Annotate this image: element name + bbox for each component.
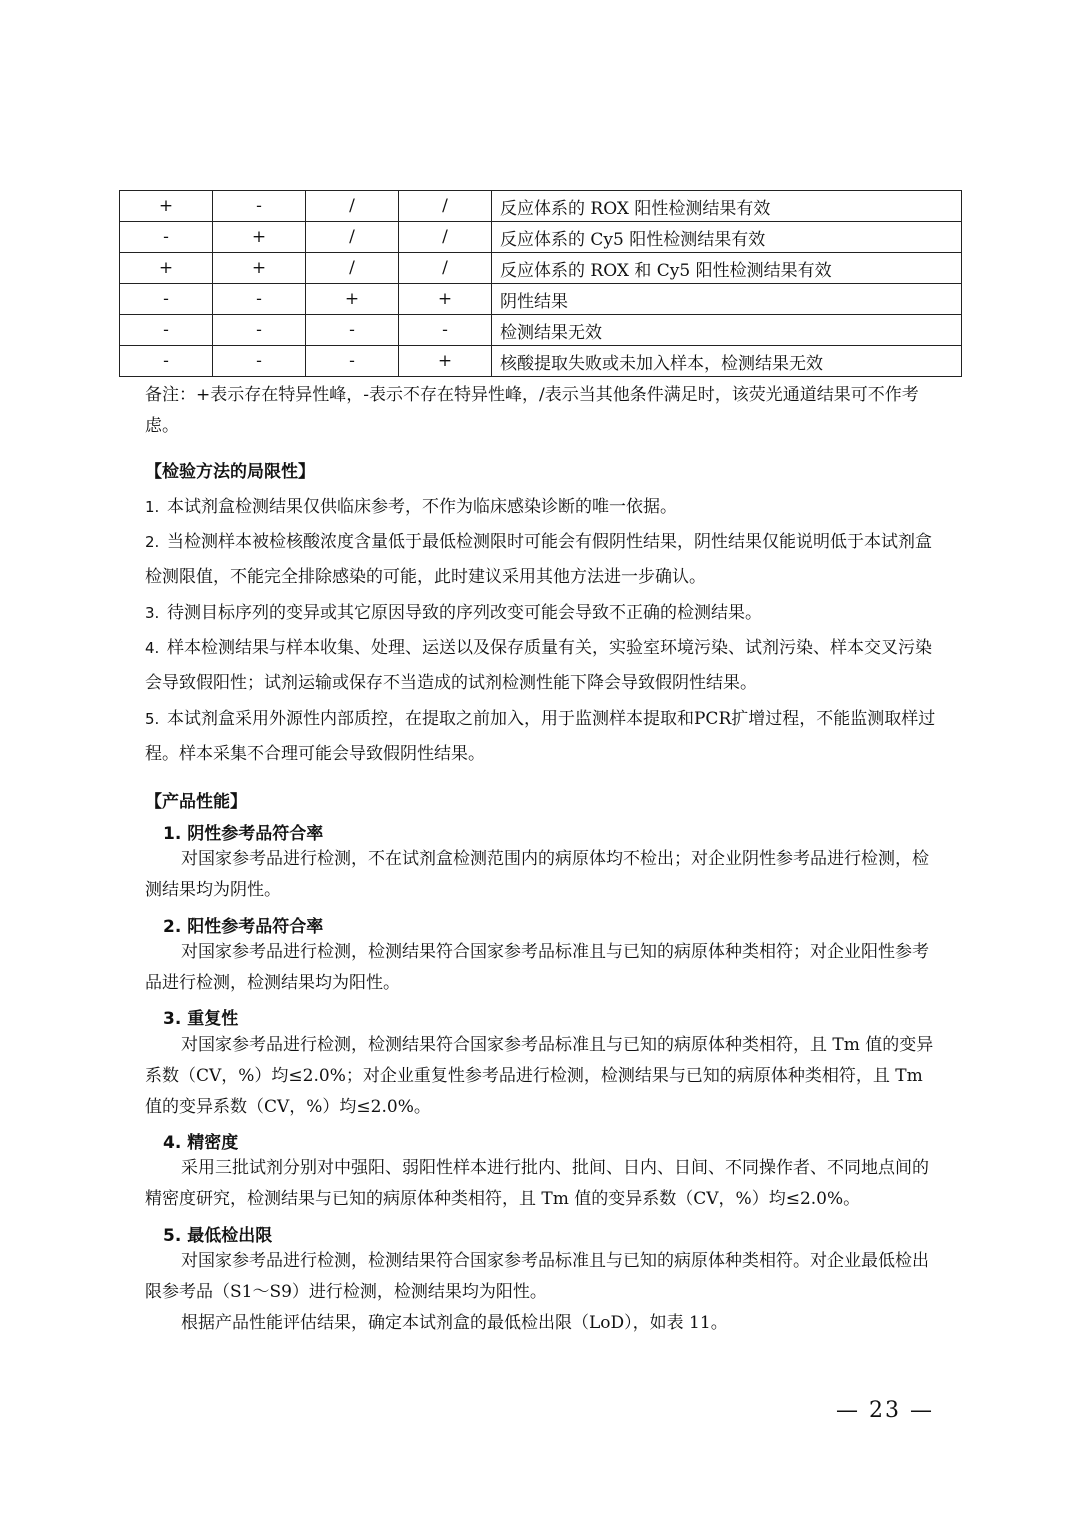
page-number: — 23 — [836, 1398, 934, 1423]
section-paragraph: 对国家参考品进行检测，检测结果符合国家参考品标准且与已知的病原体种类相符，且 Tm 值的变异系数（CV，%）均≤2.0%；对企业重复性参考品进行检测，检测结果与已知的病原体种类相符，且 Tm 值的变异系数（CV，%）均≤2.0%。 [145, 1035, 934, 1117]
table-cell: + [213, 253, 306, 284]
item-text: 当检测样本被检核酸浓度含量低于最低检测限时可能会有假阴性结果，阴性结果仅能说明低于本试剂盒检测限值，不能完全排除感染的可能，此时建议采用其他方法进一步确认。 [145, 532, 932, 587]
table-cell-result: 反应体系的 ROX 阳性检测结果有效 [492, 191, 962, 222]
limitations-heading: 【检验方法的局限性】 [145, 462, 315, 482]
table-cell-result: 反应体系的 Cy5 阳性检测结果有效 [492, 222, 962, 253]
table-cell: / [399, 253, 492, 284]
limitation-item [145, 525, 940, 595]
item-text: 本试剂盒采用外源性内部质控，在提取之前加入，用于监测样本提取和PCR扩增过程，不能监测取样过程。样本采集不合理可能会导致假阴性结果。 [145, 709, 936, 764]
section-paragraph: 采用三批试剂分别对中强阳、弱阳性样本进行批内、批间、日内、日间、不同操作者、不同地点间的精密度研究，检测结果与已知的病原体种类相符，且 Tm 值的变异系数（CV，%）均≤2.0%。 [145, 1158, 929, 1209]
table-cell: - [213, 315, 306, 346]
table-cell-result: 反应体系的 ROX 和 Cy5 阳性检测结果有效 [492, 253, 962, 284]
limitation-item [145, 702, 940, 772]
table-row [120, 284, 962, 315]
limitation-item [145, 490, 940, 525]
table-cell: / [399, 191, 492, 222]
table-cell: - [120, 284, 213, 315]
section-title: 5. 最低检出限 [163, 1226, 273, 1246]
table-cell: - [306, 315, 399, 346]
table-cell: + [120, 253, 213, 284]
section-paragraph: 对国家参考品进行检测，检测结果符合国家参考品标准且与已知的病原体种类相符。对企业最低检出限参考品（S1～S9）进行检测，检测结果均为阳性。 [145, 1251, 929, 1302]
section-title: 4. 精密度 [163, 1133, 239, 1153]
table-cell: / [399, 222, 492, 253]
table-cell: - [213, 346, 306, 377]
table-cell: + [399, 346, 492, 377]
table-note: 备注：+表示存在特异性峰，-表示不存在特异性峰，/表示当其他条件满足时，该荧光通道结果可不作考虑。 [145, 385, 919, 436]
item-number: 5. [145, 710, 160, 728]
table-cell: - [399, 315, 492, 346]
table-row [120, 253, 962, 284]
item-number: 1. [145, 498, 160, 516]
table-row [120, 222, 962, 253]
item-number: 3. [145, 604, 160, 622]
limitation-item [145, 631, 940, 701]
limitation-item [145, 596, 940, 631]
table-cell: - [306, 346, 399, 377]
table-cell: - [213, 191, 306, 222]
result-interpretation-table [119, 190, 962, 377]
section-paragraph: 对国家参考品进行检测，检测结果符合国家参考品标准且与已知的病原体种类相符；对企业阳性参考品进行检测，检测结果均为阳性。 [145, 942, 929, 993]
table-cell: + [213, 222, 306, 253]
table-cell: - [120, 346, 213, 377]
table-cell: - [120, 315, 213, 346]
table-cell: + [120, 191, 213, 222]
table-cell-result: 核酸提取失败或未加入样本，检测结果无效 [492, 346, 962, 377]
table-cell: / [306, 191, 399, 222]
table-cell: / [306, 222, 399, 253]
section-paragraph: 对国家参考品进行检测，不在试剂盒检测范围内的病原体均不检出；对企业阴性参考品进行检测，检测结果均为阴性。 [145, 849, 929, 900]
table-row [120, 346, 962, 377]
table-cell: + [306, 284, 399, 315]
table-cell: - [213, 284, 306, 315]
section-paragraph: 根据产品性能评估结果，确定本试剂盒的最低检出限（LoD），如表 11。 [181, 1313, 728, 1333]
item-number: 2. [145, 533, 160, 551]
table-cell: / [306, 253, 399, 284]
performance-heading: 【产品性能】 [145, 792, 247, 812]
section-title: 3. 重复性 [163, 1009, 239, 1029]
item-text: 样本检测结果与样本收集、处理、运送以及保存质量有关，实验室环境污染、试剂污染、样本交叉污染会导致假阳性；试剂运输或保存不当造成的试剂检测性能下降会导致假阴性结果。 [145, 638, 932, 693]
item-text: 本试剂盒检测结果仅供临床参考，不作为临床感染诊断的唯一依据。 [167, 497, 677, 517]
table-cell: + [399, 284, 492, 315]
section-title: 1. 阴性参考品符合率 [163, 824, 324, 844]
table-row [120, 315, 962, 346]
table-row [120, 191, 962, 222]
table-cell: - [120, 222, 213, 253]
table-cell-result: 检测结果无效 [492, 315, 962, 346]
table-cell-result: 阴性结果 [492, 284, 962, 315]
item-text: 待测目标序列的变异或其它原因导致的序列改变可能会导致不正确的检测结果。 [167, 603, 762, 623]
item-number: 4. [145, 639, 160, 657]
section-title: 2. 阳性参考品符合率 [163, 917, 324, 937]
